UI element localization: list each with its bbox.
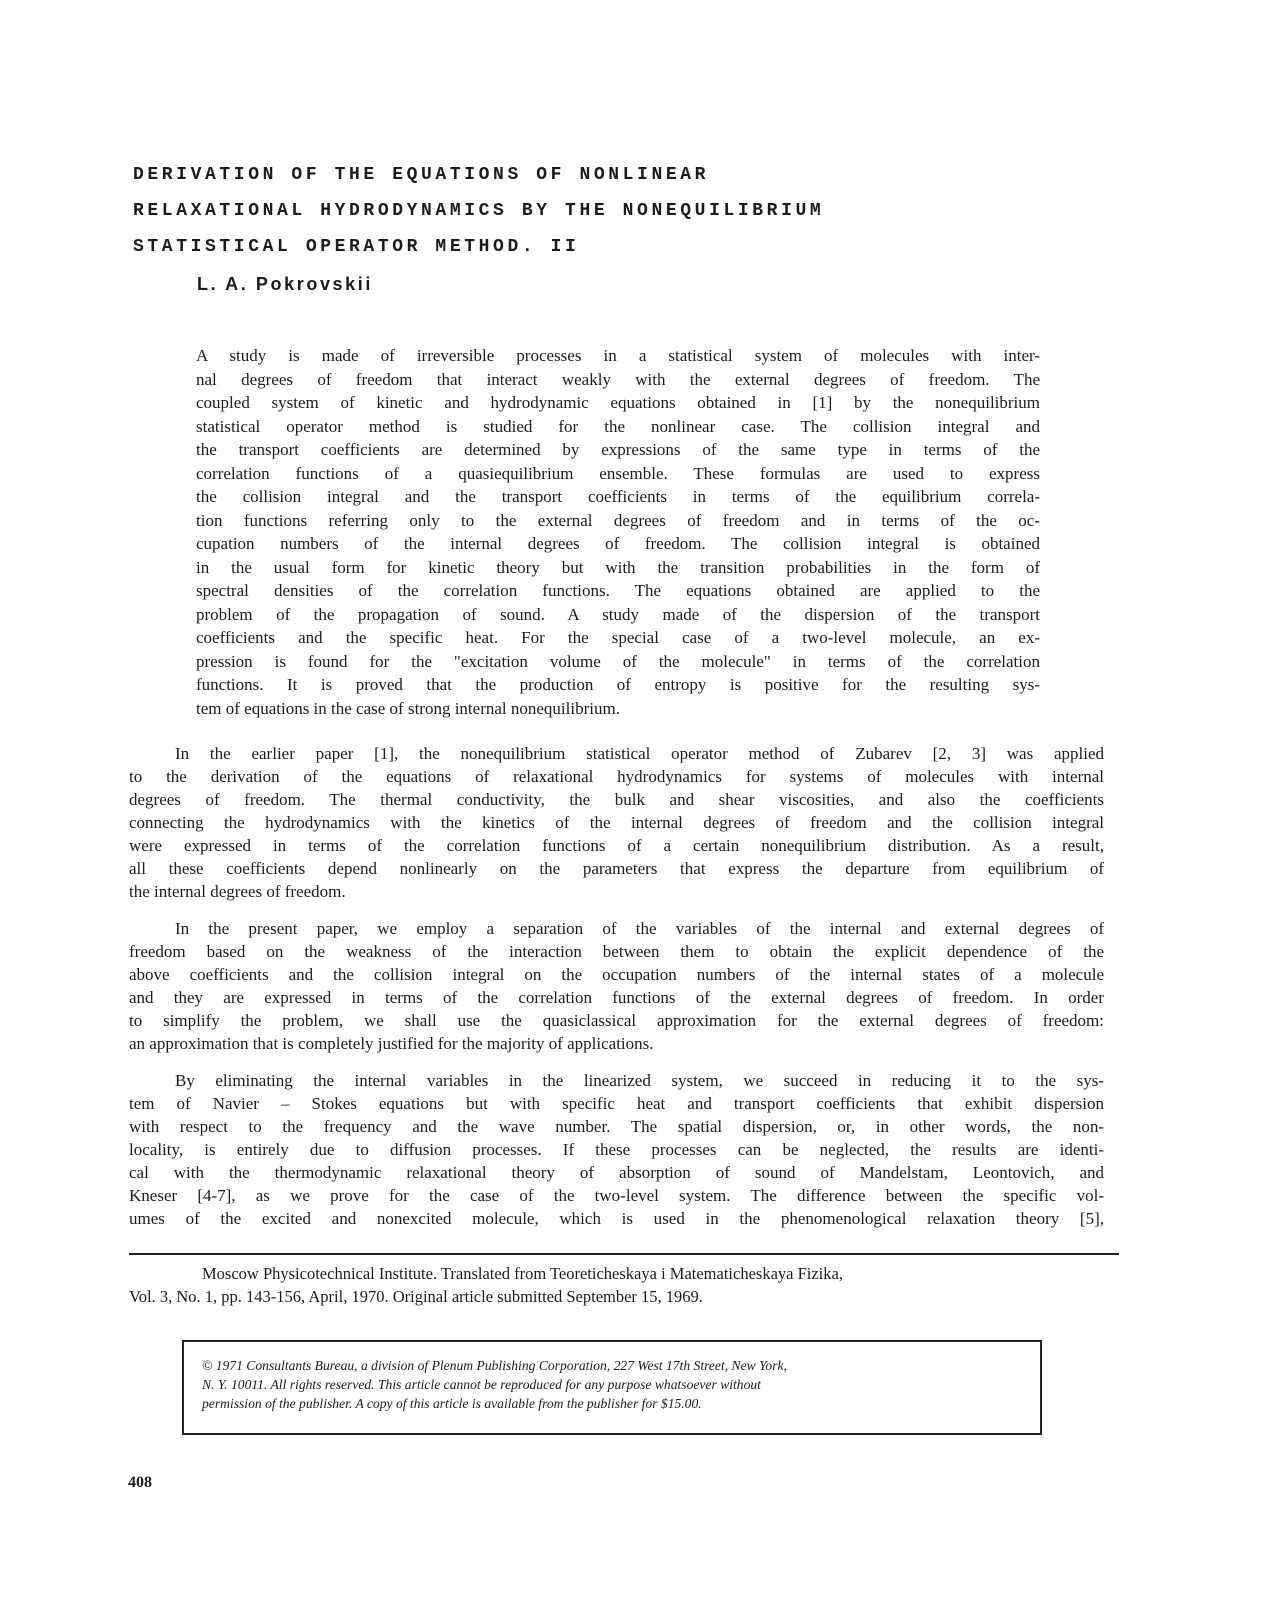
abstract-line: tion functions referring only to the external degrees of freedom and in terms of the oc- [196,510,1040,530]
article-title [133,157,1133,265]
footnote-line: Vol. 3, No. 1, pp. 143-156, April, 1970. Original article submitted September 15, 1969. [129,1287,703,1306]
footnote-line: Moscow Physicotechnical Institute. Translated from Teoreticheskaya i Matematicheskaya Fizika, [202,1264,843,1283]
body-line: degrees of freedom. The thermal conductivity, the bulk and shear viscosities, and also the coefficients [129,790,1104,809]
body-line: umes of the excited and nonexcited molecule, which is used in the phenomenological relaxation theory [5], [129,1209,1104,1228]
body-line: Kneser [4-7], as we prove for the case of the two-level system. The difference between the specific vol- [129,1186,1104,1205]
page-number: 408 [128,1474,152,1491]
title-line-2: RELAXATIONAL HYDRODYNAMICS BY THE NONEQUILIBRIUM [133,201,825,221]
copyright-notice [182,1340,1042,1435]
abstract-line: cupation numbers of the internal degrees of freedom. The collision integral is obtained [196,534,1040,553]
abstract [196,344,1040,720]
body-line: cal with the thermodynamic relaxational theory of absorption of sound of Mandelstam, Leontovich, and [129,1163,1104,1182]
abstract-line: nal degrees of freedom that interact weakly with the external degrees of freedom. The [196,369,1040,389]
abstract-line: pression is found for the "excitation volume of the molecule" in terms of the correlation [196,651,1040,671]
abstract-line: spectral densities of the correlation functions. The equations obtained are applied to the [196,581,1040,600]
abstract-line: tem of equations in the case of strong internal nonequilibrium. [196,698,620,718]
author-name: L. A. Pokrovskii [197,274,373,294]
body-line: connecting the hydrodynamics with the kinetics of the internal degrees of freedom and the collision integral [129,813,1104,832]
body-line: tem of Navier – Stokes equations but with specific heat and transport coefficients that exhibit dispersion [129,1094,1104,1113]
paragraph-2 [129,917,1104,1055]
body-line: above coefficients and the collision integral on the occupation numbers of the internal states of a molecule [129,965,1104,984]
body-line: locality, is entirely due to diffusion processes. If these processes can be neglected, the results are identi- [129,1140,1104,1159]
abstract-line: A study is made of irreversible processes in a statistical system of molecules with inter- [196,346,1040,365]
abstract-line: statistical operator method is studied for the nonlinear case. The collision integral and [196,416,1040,436]
body-line: freedom based on the weakness of the interaction between them to obtain the explicit dependence of the [129,942,1104,961]
copyright-line: permission of the publisher. A copy of this article is available from the publisher for $15.00. [202,1396,702,1411]
footnote [129,1262,1089,1308]
title-line-3: STATISTICAL OPERATOR METHOD. II [133,237,580,257]
body-line: and they are expressed in terms of the correlation functions of the external degrees of freedom. In order [129,988,1104,1007]
body-line: were expressed in terms of the correlation functions of a certain nonequilibrium distribution. As a result, [129,836,1104,855]
body-line: all these coefficients depend nonlinearly on the parameters that express the departure from equilibrium of [129,859,1104,878]
title-line-1: DERIVATION OF THE EQUATIONS OF NONLINEAR [133,165,710,185]
footnote-divider [129,1253,1119,1255]
abstract-line: functions. It is proved that the production of entropy is positive for the resulting sys- [196,675,1040,694]
abstract-line: correlation functions of a quasiequilibrium ensemble. These formulas are used to express [196,463,1040,483]
body-line: with respect to the frequency and the wave number. The spatial dispersion, or, in other words, the non- [129,1117,1104,1136]
abstract-line: coefficients and the specific heat. For the special case of a two-level molecule, an ex- [196,628,1040,647]
abstract-line: coupled system of kinetic and hydrodynamic equations obtained in [1] by the nonequilibrium [196,393,1040,412]
abstract-line: the transport coefficients are determined by expressions of the same type in terms of the [196,440,1040,459]
body-line: In the earlier paper [1], the nonequilibrium statistical operator method of Zubarev [2, 3] was applied [175,744,1104,763]
copyright-line: N. Y. 10011. All rights reserved. This article cannot be reproduced for any purpose whatsoever without [202,1377,761,1392]
abstract-line: in the usual form for kinetic theory but with the transition probabilities in the form of [196,557,1040,577]
body-text [129,742,1104,1244]
body-line: to simplify the problem, we shall use the quasiclassical approximation for the external degrees of freedom: [129,1011,1104,1030]
body-line: By eliminating the internal variables in the linearized system, we succeed in reducing it to the sys- [175,1071,1104,1090]
body-line: the internal degrees of freedom. [129,882,346,901]
body-line: In the present paper, we employ a separation of the variables of the internal and external degrees of [175,919,1104,938]
abstract-line: the collision integral and the transport coefficients in terms of the equilibrium correla- [196,487,1040,506]
copyright-line: © 1971 Consultants Bureau, a division of Plenum Publishing Corporation, 227 West 17th Street, New York, [202,1358,787,1373]
abstract-line: problem of the propagation of sound. A study made of the dispersion of the transport [196,604,1040,624]
paragraph-3 [129,1069,1104,1230]
body-line: an approximation that is completely justified for the majority of applications. [129,1034,654,1053]
paragraph-1 [129,742,1104,903]
body-line: to the derivation of the equations of relaxational hydrodynamics for systems of molecules with internal [129,767,1104,786]
